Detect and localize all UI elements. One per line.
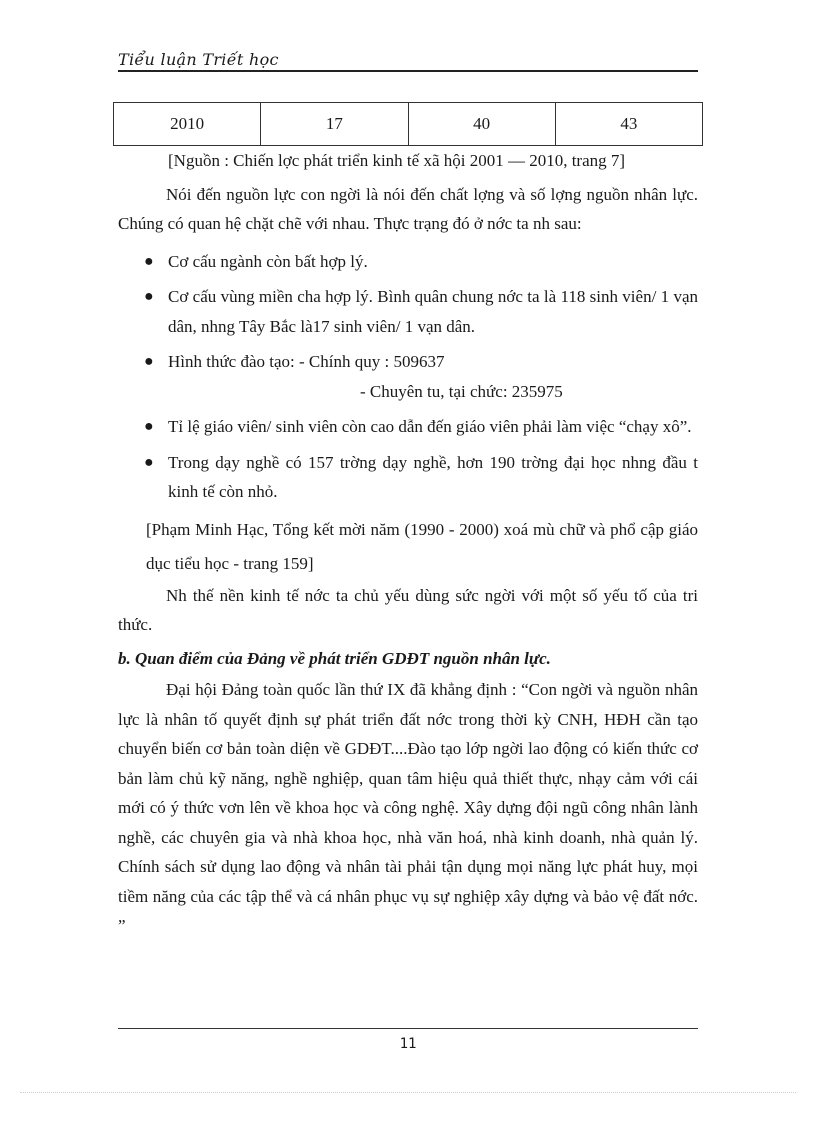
list-item-text: Hình thức đào tạo: - Chính quy : 509637 <box>168 352 445 371</box>
list-item-text: Tỉ lệ giáo viên/ sinh viên còn cao dẫn đến giáo viên phải làm việc “chạy xô”. <box>168 417 692 436</box>
bullet-icon: ● <box>144 252 154 270</box>
table-cell: 17 <box>261 103 408 146</box>
list-item <box>118 282 698 341</box>
list-item-text: Trong dạy nghề có 157 trờng dạy nghề, hơn 190 trờng đại học nhng đầu t kinh tế còn nhỏ. <box>168 452 698 501</box>
table-cell: 43 <box>555 103 702 146</box>
table-row <box>114 103 703 146</box>
list-item <box>118 448 698 507</box>
table-cell: 40 <box>408 103 555 146</box>
paragraph: Nói đến nguồn lực con ngời là nói đến chất lợng và số lợng nguồn nhân lực. Chúng có quan hệ chặt chẽ với nhau. Thực trạng đó ở nớc ta nh sau: <box>118 184 698 233</box>
source-citation: [Phạm Minh Hạc, Tổng kết mời năm (1990 - 2000) xoá mù chữ và phổ cập giáo dục tiểu học - trang 159] <box>146 519 698 573</box>
list-item <box>118 412 698 442</box>
list-item-subline: - Chuyên tu, tại chức: 235975 <box>360 381 563 401</box>
table-cell-year: 2010 <box>114 103 261 146</box>
list-item-text: Cơ cấu ngành còn bất hợp lý. <box>168 251 368 271</box>
list-item <box>118 347 698 406</box>
source-citation: [Nguồn : Chiến lợc phát triển kinh tế xã hội 2001 — 2010, trang 7] <box>168 151 626 170</box>
page-number: 11 <box>399 1036 417 1052</box>
page-header <box>118 50 698 72</box>
footer-divider <box>118 1028 698 1029</box>
bullet-icon: ● <box>144 288 154 305</box>
paragraph: Nh thế nền kinh tế nớc ta chủ yếu dùng sức ngời với một số yếu tố của tri thức. <box>118 585 698 634</box>
bullet-icon: ● <box>144 418 154 435</box>
bullet-icon: ● <box>144 353 154 370</box>
bullet-list <box>118 247 698 507</box>
statistics-table <box>113 102 703 146</box>
header-title: Tiểu luận Triết học <box>118 50 279 69</box>
body-content <box>118 146 698 941</box>
page-bottom-divider <box>20 1092 796 1093</box>
list-item-text: Cơ cấu vùng miền cha hợp lý. Bình quân chung nớc ta là 118 sinh viên/ 1 vạn dân, nhng Tây Bắc là17 sinh viên/ 1 vạn dân. <box>168 287 698 336</box>
section-heading: b. Quan điểm của Đảng về phát triển GDĐT nguồn nhân lực. <box>118 648 551 668</box>
bullet-icon: ● <box>144 453 154 471</box>
list-item <box>118 247 698 277</box>
paragraph: Đại hội Đảng toàn quốc lần thứ IX đã khẳng định : “Con ngời và nguồn nhân lực là nhân tố quyết định sự phát triển đất nớc trong thời kỳ CNH, HĐH cần tạo chuyển biến cơ bản toàn diện về GDĐT....Đào tạo lớp ngời lao động có kiến thức cơ bản làm chủ kỹ năng, nghề nghiệp, quan tâm hiệu quả thiết thực, nhạy cảm với cái mới có ý thức vơn lên về khoa học và công nghệ. Xây dựng đội ngũ công nhân lành nghề, các chuyên gia và nhà khoa học, nhà văn hoá, nhà kinh doanh, nhà quản lý. Chính sách sử dụng lao động và nhân tài phải tận dụng mọi năng lực phát huy, mọi tiềm năng của các tập thể và cá nhân phục vụ sự nghiệp xây dựng và bảo vệ đất nớc. ” <box>118 680 698 935</box>
